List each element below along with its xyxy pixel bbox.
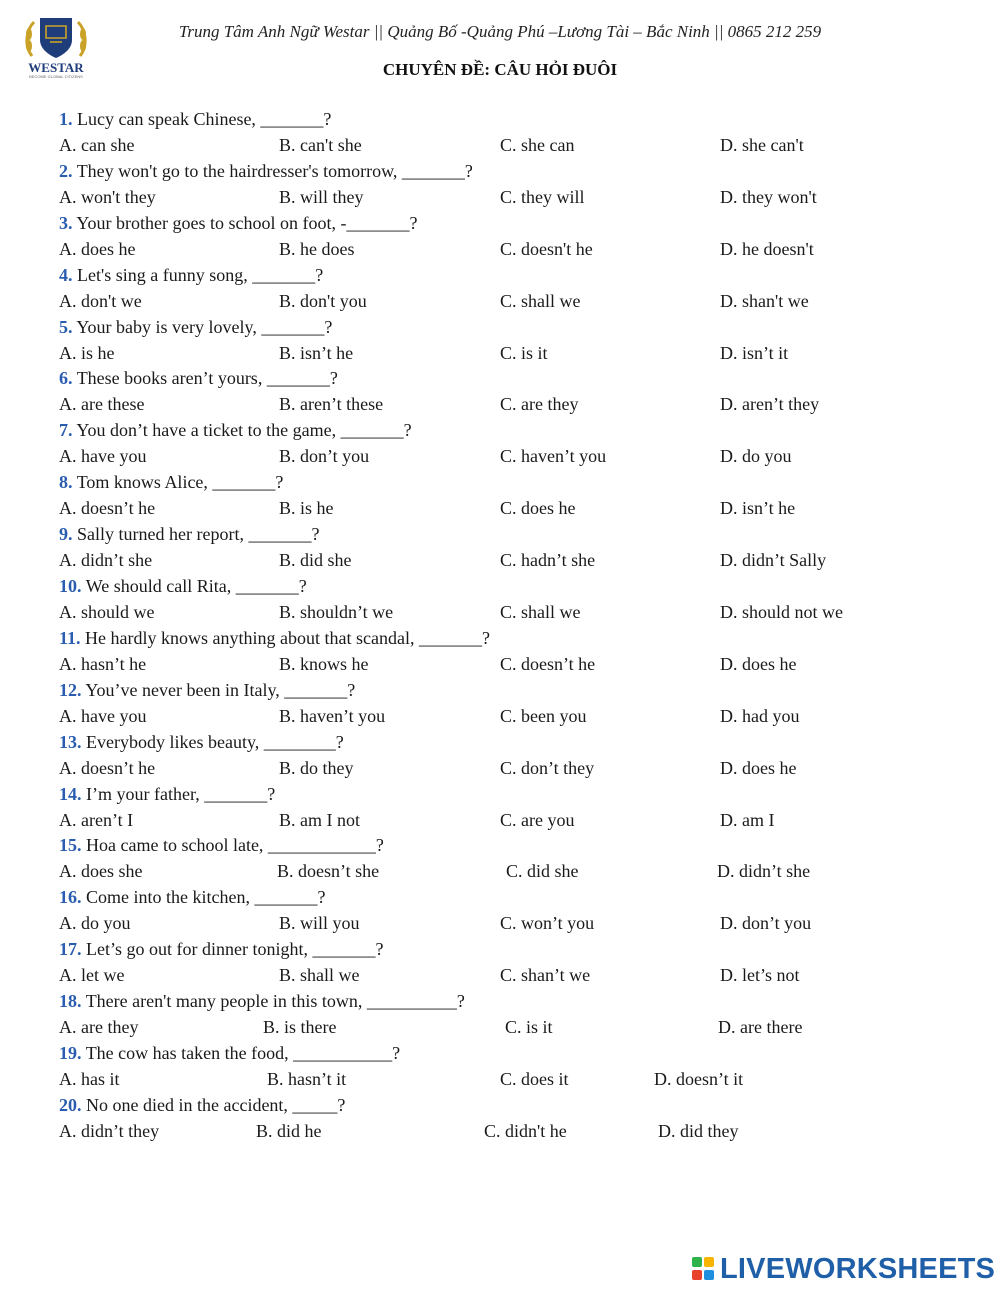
question-stem <box>59 988 959 1014</box>
question-text: The cow has taken the food, ___________? <box>85 1043 401 1064</box>
answer-options <box>59 443 959 469</box>
question-number: 3. <box>59 212 73 233</box>
answer-option-b[interactable]: B. he does <box>279 238 355 259</box>
answer-option-c[interactable]: C. won’t you <box>500 913 595 934</box>
question-text: No one died in the accident, _____? <box>86 1094 346 1115</box>
answer-option-b[interactable]: B. doesn’t she <box>277 861 380 882</box>
answer-option-a[interactable]: A. didn’t she <box>59 550 153 571</box>
question-text: Let’s go out for dinner tonight, _______? <box>86 939 384 960</box>
answer-option-d[interactable]: D. doesn’t it <box>654 1069 744 1090</box>
question-number: 11. <box>59 627 81 648</box>
answer-option-d[interactable]: D. did they <box>658 1120 739 1141</box>
answer-option-d[interactable]: D. he doesn't <box>720 238 814 259</box>
answer-option-b[interactable]: B. do they <box>279 757 354 778</box>
answer-option-d[interactable]: D. am I <box>720 809 775 830</box>
question-text: Let's sing a funny song, _______? <box>77 264 324 285</box>
question-item <box>59 106 959 158</box>
question-stem <box>59 262 959 288</box>
answer-option-a[interactable]: A. does she <box>59 861 143 882</box>
question-item <box>59 729 959 781</box>
question-item <box>59 884 959 936</box>
question-text: We should call Rita, _______? <box>85 576 307 597</box>
question-item <box>59 521 959 573</box>
answer-option-c[interactable]: C. does he <box>500 498 576 519</box>
answer-option-d[interactable]: D. are there <box>718 1017 803 1038</box>
question-item <box>59 1040 959 1092</box>
question-text: These books aren’t yours, _______? <box>76 368 338 389</box>
answer-option-c[interactable]: C. are they <box>500 394 579 415</box>
question-text: I’m your father, _______? <box>86 783 276 804</box>
page-title: CHUYÊN ĐỀ: CÂU HỎI ĐUÔI <box>382 60 618 79</box>
answer-option-a[interactable]: A. aren’t I <box>59 809 134 830</box>
answer-option-c[interactable]: C. did she <box>506 861 579 882</box>
answer-option-a[interactable]: A. won't they <box>59 186 156 207</box>
answer-options <box>59 184 959 210</box>
question-item <box>59 210 959 262</box>
question-number: 4. <box>59 264 73 285</box>
answer-option-a[interactable]: A. has it <box>59 1069 120 1090</box>
answer-option-d[interactable]: D. isn’t it <box>720 342 789 363</box>
answer-option-b[interactable]: B. did she <box>279 550 352 571</box>
question-number: 9. <box>59 524 73 545</box>
answer-option-d[interactable]: D. let’s not <box>720 965 800 986</box>
question-number: 19. <box>59 1043 82 1064</box>
answer-option-a[interactable]: A. should we <box>59 602 155 623</box>
question-item <box>59 262 959 314</box>
answer-options <box>59 703 959 729</box>
answer-option-a[interactable]: A. have you <box>59 446 147 467</box>
answer-option-c[interactable]: C. doesn’t he <box>500 653 596 674</box>
question-stem <box>59 106 959 132</box>
question-number: 5. <box>59 316 73 337</box>
answer-option-c[interactable]: C. does it <box>500 1069 569 1090</box>
question-number: 10. <box>59 576 82 597</box>
answer-option-d[interactable]: D. does he <box>720 653 797 674</box>
answer-option-c[interactable]: C. been you <box>500 705 587 726</box>
liveworksheets-logo-icon <box>692 1255 716 1283</box>
answer-option-a[interactable]: A. are they <box>59 1017 139 1038</box>
answer-options <box>59 340 959 366</box>
question-item <box>59 936 959 988</box>
question-text: He hardly knows anything about that scandal, _______? <box>85 627 490 648</box>
answer-options <box>59 495 959 521</box>
answer-option-b[interactable]: B. don’t you <box>279 446 370 467</box>
answer-options <box>59 547 959 573</box>
question-number: 17. <box>59 939 82 960</box>
answer-option-c[interactable]: C. shall we <box>500 602 581 623</box>
question-stem <box>59 573 959 599</box>
answer-option-d[interactable]: D. she can't <box>720 135 804 155</box>
question-text: Everybody likes beauty, ________? <box>86 731 344 752</box>
answer-options <box>59 962 959 988</box>
answer-options <box>59 132 959 158</box>
answer-options <box>59 651 959 677</box>
question-number: 6. <box>59 368 73 389</box>
question-item <box>59 314 959 366</box>
answer-options <box>59 236 959 262</box>
question-number: 8. <box>59 472 73 493</box>
answer-option-d[interactable]: D. they won't <box>720 186 817 207</box>
answer-option-d[interactable]: D. does he <box>720 757 797 778</box>
answer-option-d[interactable]: D. had you <box>720 705 800 726</box>
answer-option-a[interactable]: A. is he <box>59 342 115 363</box>
answer-option-d[interactable]: D. didn’t she <box>717 861 811 882</box>
question-text: You don’t have a ticket to the game, _______? <box>76 420 412 441</box>
question-stem <box>59 210 959 236</box>
question-stem <box>59 158 959 184</box>
question-item <box>59 1092 959 1144</box>
answer-option-b[interactable]: B. knows he <box>279 653 369 674</box>
question-stem <box>59 1040 959 1066</box>
question-text: You’ve never been in Italy, _______? <box>85 679 356 700</box>
question-number: 18. <box>59 991 82 1012</box>
answer-option-b[interactable]: B. will you <box>279 913 360 934</box>
question-item <box>59 781 959 833</box>
question-stem <box>59 625 959 651</box>
header-line: Trung Tâm Anh Ngữ Westar || Quảng Bố -Quảng Phú –Lương Tài – Bắc Ninh || 0865 212 259 <box>178 22 822 41</box>
logo-tagline: BECOME GLOBAL CITIZENS <box>29 74 83 79</box>
answer-options <box>59 1014 959 1040</box>
answer-option-b[interactable]: B. don't you <box>279 290 367 311</box>
answer-option-a[interactable]: A. don't we <box>59 290 142 311</box>
question-stem <box>59 677 959 703</box>
question-list <box>59 106 959 1144</box>
answer-option-b[interactable]: B. isn’t he <box>279 342 354 363</box>
question-item <box>59 469 959 521</box>
answer-option-b[interactable]: B. aren’t these <box>279 394 384 415</box>
question-item <box>59 573 959 625</box>
answer-option-c[interactable]: C. shall we <box>500 290 581 311</box>
answer-option-d[interactable]: D. should not we <box>720 602 843 623</box>
question-item <box>59 417 959 469</box>
question-number: 14. <box>59 783 82 804</box>
question-text: Come into the kitchen, _______? <box>86 887 326 908</box>
question-item <box>59 625 959 677</box>
question-stem <box>59 884 959 910</box>
answer-option-b[interactable]: B. shouldn’t we <box>279 602 394 623</box>
answer-option-c[interactable]: C. they will <box>500 186 585 207</box>
answer-option-a[interactable]: A. doesn’t he <box>59 498 156 519</box>
answer-option-b[interactable]: B. can't she <box>279 135 362 155</box>
question-number: 12. <box>59 679 82 700</box>
answer-option-c[interactable]: C. is it <box>500 342 548 363</box>
question-item <box>59 677 959 729</box>
answer-option-b[interactable]: B. hasn’t it <box>267 1069 347 1090</box>
question-text: Your baby is very lovely, _______? <box>76 316 333 337</box>
question-stem <box>59 936 959 962</box>
answer-option-b[interactable]: B. haven’t you <box>279 705 386 726</box>
answer-options <box>59 807 959 833</box>
answer-option-a[interactable]: A. are these <box>59 394 145 415</box>
question-stem <box>59 1092 959 1118</box>
answer-options <box>59 1066 959 1092</box>
answer-option-a[interactable]: A. doesn’t he <box>59 757 156 778</box>
question-number: 16. <box>59 887 82 908</box>
answer-option-b[interactable]: B. am I not <box>279 809 360 830</box>
answer-option-c[interactable]: C. shan’t we <box>500 965 591 986</box>
answer-option-c[interactable]: C. are you <box>500 809 575 830</box>
answer-option-c[interactable]: C. doesn't he <box>500 238 593 259</box>
answer-option-b[interactable]: B. did he <box>256 1120 322 1141</box>
question-stem <box>59 781 959 807</box>
answer-option-a[interactable]: A. didn’t they <box>59 1120 160 1141</box>
answer-option-a[interactable]: A. do you <box>59 913 131 934</box>
answer-option-a[interactable]: A. let we <box>59 965 125 986</box>
answer-options <box>59 858 959 884</box>
question-stem <box>59 832 959 858</box>
question-stem <box>59 365 959 391</box>
question-stem <box>59 417 959 443</box>
liveworksheets-brand <box>692 1252 995 1286</box>
question-text: They won't go to the hairdresser's tomorrow, _______? <box>76 160 473 181</box>
answer-option-d[interactable]: D. isn’t he <box>720 498 796 519</box>
answer-options <box>59 288 959 314</box>
answer-option-b[interactable]: B. is he <box>279 498 334 519</box>
question-text: Sally turned her report, _______? <box>77 524 320 545</box>
question-number: 7. <box>59 420 73 441</box>
answer-option-c[interactable]: C. is it <box>505 1017 553 1038</box>
answer-options <box>59 391 959 417</box>
question-item <box>59 832 959 884</box>
question-number: 2. <box>59 160 73 181</box>
answer-option-b[interactable]: B. shall we <box>279 965 360 986</box>
brand-text: LIVEWORKSHEETS <box>720 1252 996 1285</box>
question-stem <box>59 521 959 547</box>
answer-option-d[interactable]: D. don’t you <box>720 913 812 934</box>
answer-option-a[interactable]: A. have you <box>59 705 147 726</box>
answer-option-a[interactable]: A. does he <box>59 238 136 259</box>
answer-option-c[interactable]: C. didn't he <box>484 1120 567 1141</box>
logo-text: WESTAR <box>28 60 84 75</box>
question-text: Hoa came to school late, ____________? <box>86 835 384 856</box>
question-item <box>59 988 959 1040</box>
question-stem <box>59 469 959 495</box>
question-item <box>59 365 959 417</box>
answer-option-c[interactable]: C. haven’t you <box>500 446 607 467</box>
question-number: 20. <box>59 1094 82 1115</box>
question-stem <box>59 729 959 755</box>
answer-option-c[interactable]: C. she can <box>500 135 575 155</box>
answer-option-d[interactable]: D. didn’t Sally <box>720 550 827 571</box>
answer-option-d[interactable]: D. aren’t they <box>720 394 820 415</box>
question-stem <box>59 314 959 340</box>
question-text: There aren't many people in this town, __________? <box>85 991 465 1012</box>
answer-option-b[interactable]: B. will they <box>279 186 364 207</box>
answer-option-b[interactable]: B. is there <box>263 1017 337 1038</box>
answer-option-d[interactable]: D. shan't we <box>720 290 809 311</box>
question-text: Your brother goes to school on foot, -_______? <box>76 212 418 233</box>
question-text: Lucy can speak Chinese, _______? <box>77 109 332 129</box>
answer-option-d[interactable]: D. do you <box>720 446 792 467</box>
question-number: 15. <box>59 835 82 856</box>
question-number: 13. <box>59 731 82 752</box>
answer-options <box>59 1118 959 1144</box>
answer-option-a[interactable]: A. can she <box>59 135 135 155</box>
answer-option-a[interactable]: A. hasn’t he <box>59 653 147 674</box>
answer-option-c[interactable]: C. don’t they <box>500 757 595 778</box>
question-number: 1. <box>59 109 73 129</box>
answer-options <box>59 910 959 936</box>
answer-option-c[interactable]: C. hadn’t she <box>500 550 596 571</box>
question-text: Tom knows Alice, _______? <box>76 472 284 493</box>
question-item <box>59 158 959 210</box>
answer-options <box>59 755 959 781</box>
answer-options <box>59 599 959 625</box>
